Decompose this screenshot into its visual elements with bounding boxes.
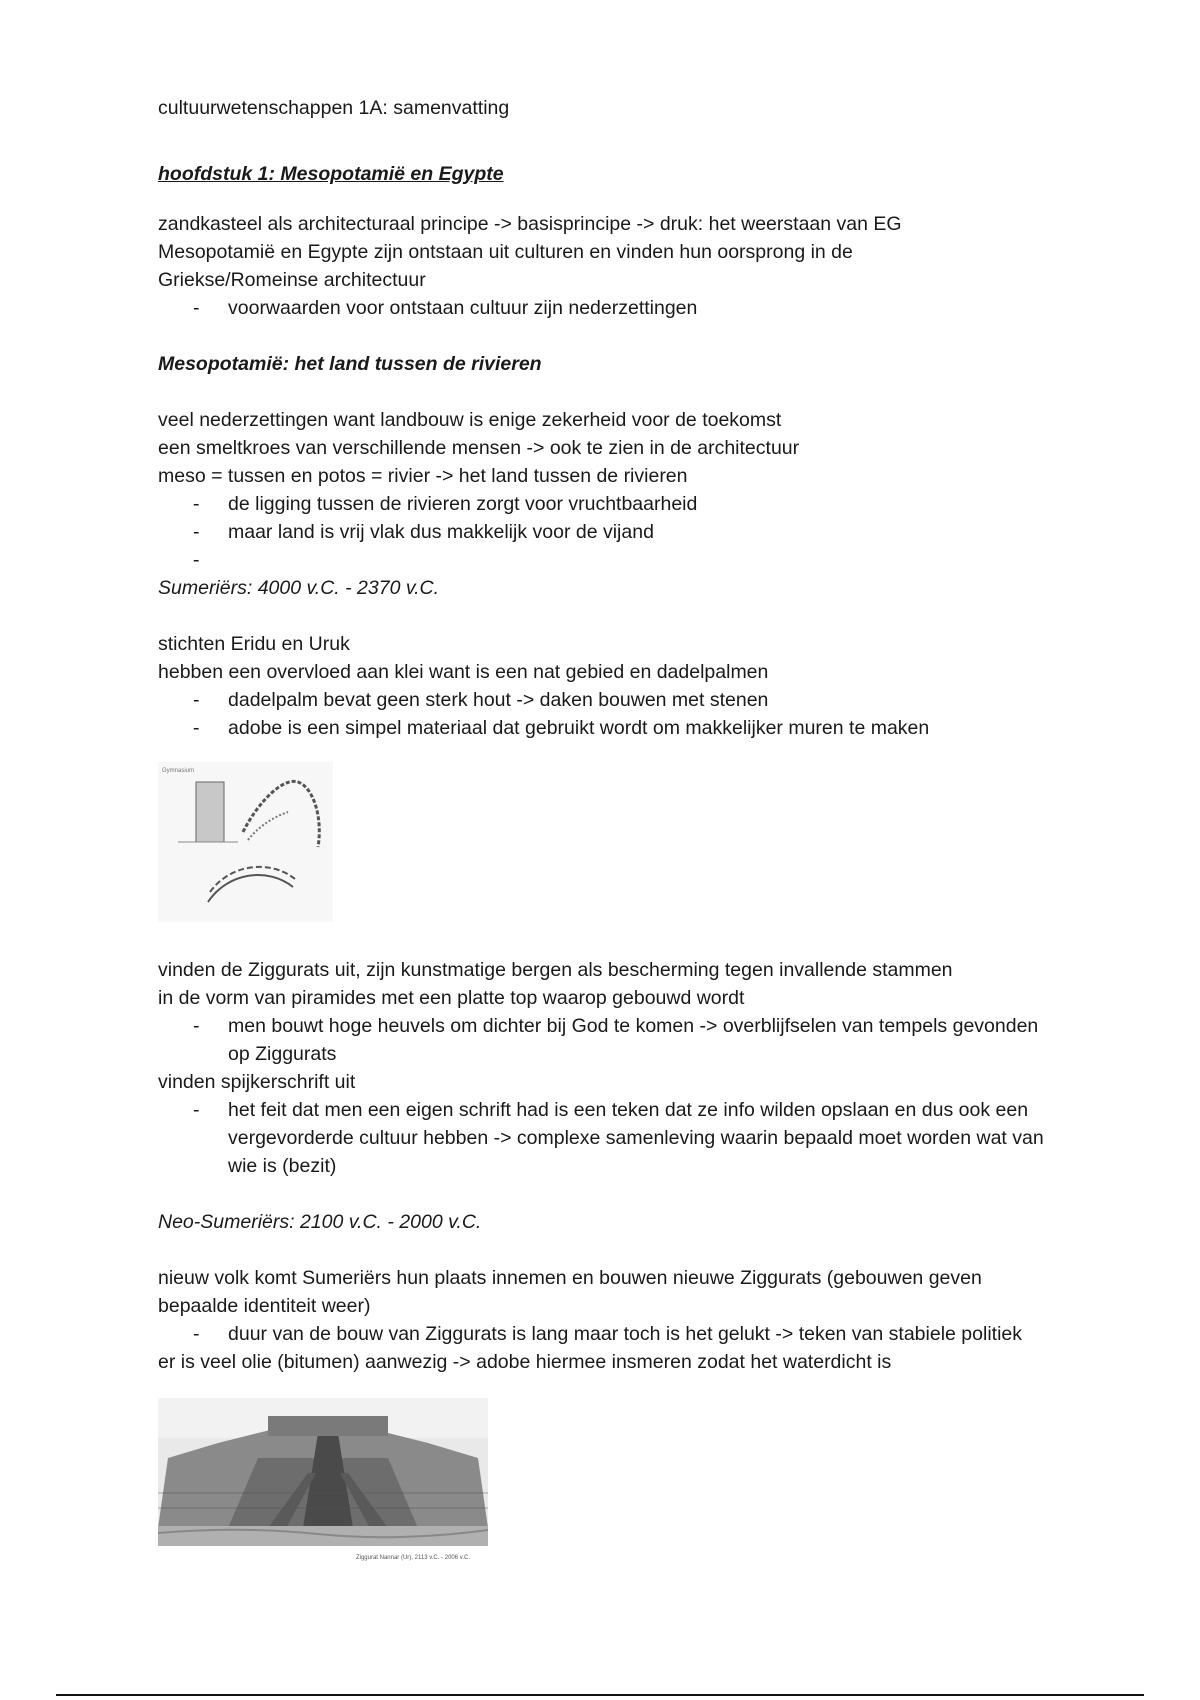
document-title: cultuurwetenschappen 1A: samenvatting	[158, 97, 510, 119]
photo-caption: Ziggurat Nannar (Ur), 2113 v.C. - 2006 v.C.	[355, 1555, 470, 1561]
chapter-heading: hoofdstuk 1: Mesopotamië en Egypte	[158, 163, 504, 185]
list-item: - adobe is een simpel materiaal dat gebruikt wordt om makkelijker muren te maken	[228, 714, 1058, 742]
intro-line-2: Mesopotamië en Egypte zijn ontstaan uit culturen en vinden hun oorsprong in de	[158, 241, 853, 263]
list-item: - maar land is vrij vlak dus makkelijk voor de vijand	[228, 518, 1058, 546]
list-item: - dadelpalm bevat geen sterk hout -> daken bouwen met stenen	[228, 686, 1058, 714]
intro-line-3: Griekse/Romeinse architectuur	[158, 269, 426, 291]
list-item-empty	[228, 546, 1058, 574]
list-item: - voorwaarden voor ontstaan cultuur zijn nederzettingen	[228, 294, 1058, 322]
list-item: - duur van de bouw van Ziggurats is lang maar toch is het gelukt -> teken van stabiele politiek	[228, 1320, 1058, 1348]
meso-line-3: meso = tussen en potos = rivier -> het land tussen de rivieren	[158, 465, 688, 487]
ziggurat-line-2: in de vorm van piramides met een platte top waarop gebouwd wordt	[158, 987, 745, 1009]
document-body	[158, 94, 1058, 1562]
sketch-label: Gymnasium	[162, 768, 195, 774]
intro-line-1: zandkasteel als architecturaal principe -> basisprincipe -> druk: het weerstaan van EG	[158, 213, 902, 235]
page-bottom-rule	[56, 1694, 1144, 1696]
section-heading-mesopotamie: Mesopotamië: het land tussen de rivieren	[158, 353, 542, 375]
neo-line-1: nieuw volk komt Sumeriërs hun plaats innemen en bouwen nieuwe Ziggurats (gebouwen geven bepaalde identiteit weer)	[158, 1267, 982, 1317]
ziggurat-list	[158, 1012, 1058, 1068]
neo-line-after: er is veel olie (bitumen) aanwezig -> adobe hiermee insmeren zodat het waterdicht is	[158, 1351, 892, 1373]
script-list	[158, 1096, 1058, 1180]
list-item: - de ligging tussen de rivieren zorgt voor vruchtbaarheid	[228, 490, 1058, 518]
meso-list	[158, 490, 1058, 574]
list-item: - het feit dat men een eigen schrift had is een teken dat ze info wilden opslaan en dus ook een vergevorderde cultuur hebben -> complexe samenleving waarin bepaald moet worden wat van wie is (bezit)	[228, 1096, 1058, 1180]
period-neo-sumeriers: Neo-Sumeriërs: 2100 v.C. - 2000 v.C.	[158, 1211, 482, 1233]
meso-line-1: veel nederzettingen want landbouw is enige zekerheid voor de toekomst	[158, 409, 782, 431]
meso-line-2: een smeltkroes van verschillende mensen -> ook te zien in de architectuur	[158, 437, 800, 459]
period-sumeriers: Sumeriërs: 4000 v.C. - 2370 v.C.	[158, 577, 440, 599]
ziggurat-line-1: vinden de Ziggurats uit, zijn kunstmatige bergen als bescherming tegen invallende stammen	[158, 959, 953, 981]
ziggurat-photo	[158, 1398, 488, 1546]
intro-list	[158, 294, 1058, 322]
script-line: vinden spijkerschrift uit	[158, 1071, 356, 1093]
neo-list	[158, 1320, 1058, 1348]
vault-sketch-figure	[158, 762, 333, 922]
sumer-list	[158, 686, 1058, 742]
list-item: - men bouwt hoge heuvels om dichter bij God te komen -> overblijfselen van tempels gevonden op Ziggurats	[228, 1012, 1058, 1068]
sumer-line-2: hebben een overvloed aan klei want is een nat gebied en dadelpalmen	[158, 661, 769, 683]
sumer-line-1: stichten Eridu en Uruk	[158, 633, 350, 655]
